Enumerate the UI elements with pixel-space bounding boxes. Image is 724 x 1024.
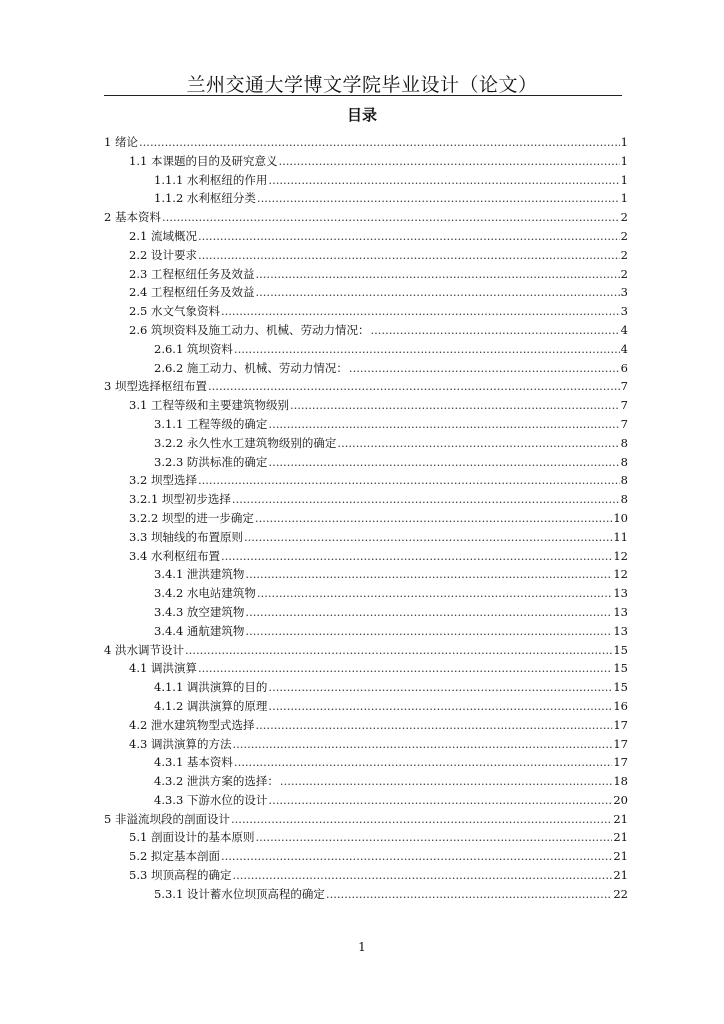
toc-entry-page: 7 — [620, 416, 628, 431]
toc-entry-page: 11 — [613, 529, 628, 544]
toc-entry[interactable] — [104, 472, 628, 491]
toc-entry-page: 1 — [620, 191, 628, 206]
toc-entry-page: 2 — [620, 247, 628, 262]
toc-entry[interactable] — [104, 679, 628, 698]
toc-entry[interactable] — [104, 190, 628, 209]
toc-entry-page: 8 — [620, 473, 628, 488]
toc-entry[interactable] — [104, 642, 628, 661]
toc-entry-page: 3 — [620, 304, 628, 319]
toc-entry[interactable] — [104, 491, 628, 510]
toc-leader-dots — [349, 361, 620, 375]
toc-entry-title: 1.1.2 水利枢纽分类 — [154, 191, 256, 206]
toc-leader-dots — [255, 830, 612, 844]
toc-entry-page: 15 — [613, 680, 628, 695]
toc-entry-title: 2.6.2 施工动力、机械、劳动力情况： — [154, 360, 348, 375]
toc-leader-dots — [234, 755, 612, 769]
document-header-title: 兰州交通大学博文学院毕业设计（论文） — [186, 74, 538, 96]
toc-entry-title: 2.6.1 筑坝资料 — [154, 341, 233, 356]
toc-entry[interactable] — [104, 209, 628, 228]
toc-leader-dots — [257, 191, 620, 205]
toc-entry-page: 4 — [620, 341, 628, 356]
toc-leader-dots — [268, 680, 612, 694]
toc-leader-dots — [268, 793, 612, 807]
toc-entry-title: 2 基本资料 — [104, 210, 161, 225]
toc-entry-title: 3.4.2 水电站建筑物 — [154, 586, 256, 601]
toc-entry-page: 1 — [620, 153, 628, 168]
toc-entry[interactable] — [104, 510, 628, 529]
header-rule — [104, 95, 622, 96]
toc-entry-page: 13 — [613, 623, 628, 638]
toc-entry-title: 4.1.2 调洪演算的原理 — [154, 698, 268, 713]
toc-entry-title: 5 非溢流坝段的剖面设计 — [104, 811, 230, 826]
toc-entry-title: 4.2 泄水建筑物型式选择 — [129, 717, 255, 732]
toc-entry-page: 15 — [613, 661, 628, 676]
toc-entry-title: 3 坝型选择枢纽布置 — [104, 379, 207, 394]
toc-leader-dots — [337, 436, 619, 450]
toc-entry-page: 1 — [620, 135, 628, 149]
toc-entry[interactable] — [104, 435, 628, 454]
toc-entry[interactable] — [104, 284, 628, 303]
toc-entry-page: 13 — [613, 604, 628, 619]
toc-leader-dots — [198, 229, 620, 243]
toc-leader-dots — [232, 737, 612, 751]
toc-entry-page: 17 — [613, 717, 628, 732]
toc-entry-title: 2.6 筑坝资料及施工动力、机械、劳动力情况： — [129, 322, 370, 337]
toc-entry-page: 21 — [613, 830, 628, 845]
toc-leader-dots — [162, 210, 620, 224]
toc-leader-dots — [278, 154, 619, 168]
toc-entry-title: 5.2 拟定基本剖面 — [129, 849, 220, 864]
toc-entry[interactable] — [104, 773, 628, 792]
toc-entry-title: 4.3.2 泄洪方案的选择： — [154, 774, 279, 789]
toc-leader-dots — [268, 699, 612, 713]
toc-entry-title: 3.4.3 放空建筑物 — [154, 604, 245, 619]
toc-entry[interactable] — [104, 360, 628, 379]
toc-entry[interactable] — [104, 566, 628, 585]
toc-entry-page: 2 — [620, 210, 628, 225]
toc-entry-page: 12 — [613, 567, 628, 582]
toc-leader-dots — [231, 812, 612, 826]
toc-entry-title: 1.1 本课题的目的及研究意义 — [129, 153, 278, 168]
toc-heading: 目录 — [346, 106, 377, 124]
toc-entry-page: 8 — [620, 435, 628, 450]
table-of-contents — [104, 134, 628, 905]
toc-leader-dots — [232, 868, 612, 882]
toc-leader-dots — [326, 887, 612, 901]
toc-leader-dots — [255, 511, 612, 525]
toc-entry[interactable] — [104, 303, 628, 322]
toc-entry-page: 16 — [613, 698, 628, 713]
toc-entry-title: 3.2.2 永久性水工建筑物级别的确定 — [154, 435, 337, 450]
toc-entry[interactable] — [104, 228, 628, 247]
toc-entry-page: 21 — [613, 811, 628, 826]
toc-leader-dots — [290, 398, 620, 412]
toc-leader-dots — [268, 173, 619, 187]
toc-entry-title: 2.2 设计要求 — [129, 247, 197, 262]
toc-entry-title: 4.1.1 调洪演算的目的 — [154, 680, 268, 695]
toc-entry[interactable] — [104, 886, 628, 905]
toc-entry-title: 3.4 水利枢纽布置 — [129, 548, 220, 563]
toc-leader-dots — [244, 530, 612, 544]
toc-entry[interactable] — [104, 322, 628, 341]
toc-entry-title: 3.1.1 工程等级的确定 — [154, 416, 268, 431]
toc-entry[interactable] — [104, 247, 628, 266]
toc-leader-dots — [198, 473, 620, 487]
toc-entry[interactable] — [104, 604, 628, 623]
toc-leader-dots — [234, 342, 620, 356]
toc-entry-page: 17 — [613, 736, 628, 751]
toc-entry-page: 3 — [620, 285, 628, 300]
toc-entry-page: 15 — [613, 642, 628, 657]
toc-entry-page: 4 — [620, 322, 628, 337]
toc-leader-dots — [257, 586, 612, 600]
toc-entry[interactable] — [104, 134, 628, 153]
toc-entry[interactable] — [104, 698, 628, 717]
toc-entry-page: 22 — [613, 886, 628, 901]
toc-entry[interactable] — [104, 623, 628, 642]
toc-entry-page: 18 — [613, 774, 628, 789]
toc-entry-page: 10 — [613, 510, 628, 525]
toc-entry[interactable] — [104, 811, 628, 830]
toc-leader-dots — [198, 248, 620, 262]
toc-entry[interactable] — [104, 848, 628, 867]
toc-entry[interactable] — [104, 378, 628, 397]
toc-entry-page: 2 — [620, 266, 628, 281]
toc-leader-dots — [185, 643, 612, 657]
toc-leader-dots — [255, 718, 612, 732]
toc-leader-dots — [221, 849, 612, 863]
toc-entry[interactable] — [104, 717, 628, 736]
toc-entry-page: 2 — [620, 228, 628, 243]
toc-leader-dots — [245, 624, 612, 638]
toc-entry-title: 3.2.3 防洪标准的确定 — [154, 454, 268, 469]
toc-leader-dots — [232, 492, 620, 506]
toc-entry[interactable] — [104, 172, 628, 191]
toc-leader-dots — [208, 379, 620, 393]
toc-entry-title: 4.3.3 下游水位的设计 — [154, 792, 268, 807]
toc-leader-dots — [255, 285, 619, 299]
toc-entry-page: 21 — [613, 868, 628, 883]
toc-entry-title: 5.1 剖面设计的基本原则 — [129, 830, 255, 845]
toc-entry[interactable] — [104, 341, 628, 360]
page-number: 1 — [358, 940, 366, 954]
toc-entry[interactable] — [104, 867, 628, 886]
toc-entry[interactable] — [104, 454, 628, 473]
toc-entry-title: 4.3 调洪演算的方法 — [129, 736, 232, 751]
toc-entry[interactable] — [104, 416, 628, 435]
toc-entry-title: 2.5 水文气象资料 — [129, 304, 220, 319]
toc-entry-page: 1 — [620, 172, 628, 187]
toc-entry[interactable] — [104, 548, 628, 567]
toc-entry-page: 7 — [620, 379, 628, 394]
toc-leader-dots — [280, 774, 612, 788]
toc-entry[interactable] — [104, 736, 628, 755]
toc-entry-page: 8 — [620, 454, 628, 469]
toc-entry-title: 4 洪水调节设计 — [104, 642, 184, 657]
toc-leader-dots — [255, 267, 619, 281]
toc-entry-title: 4.3.1 基本资料 — [154, 755, 233, 770]
toc-entry-page: 12 — [613, 548, 628, 563]
toc-entry-page: 21 — [613, 849, 628, 864]
toc-entry-title: 1.1.1 水利枢纽的作用 — [154, 172, 268, 187]
toc-entry-title: 1 绪论 — [104, 135, 138, 149]
toc-leader-dots — [268, 455, 619, 469]
toc-entry-title: 2.1 流域概况 — [129, 228, 197, 243]
toc-entry[interactable] — [104, 529, 628, 548]
toc-entry-page: 17 — [613, 755, 628, 770]
toc-entry[interactable] — [104, 585, 628, 604]
toc-entry[interactable] — [104, 829, 628, 848]
toc-leader-dots — [198, 661, 612, 675]
toc-entry-title: 3.4.4 通航建筑物 — [154, 623, 245, 638]
toc-entry[interactable] — [104, 153, 628, 172]
toc-entry-title: 3.3 坝轴线的布置原则 — [129, 529, 243, 544]
toc-entry-page: 6 — [620, 360, 628, 375]
toc-entry[interactable] — [104, 397, 628, 416]
toc-entry-title: 2.4 工程枢纽任务及效益 — [129, 285, 255, 300]
toc-entry[interactable] — [104, 660, 628, 679]
toc-leader-dots — [268, 417, 619, 431]
toc-entry[interactable] — [104, 754, 628, 773]
toc-entry-title: 3.2 坝型选择 — [129, 473, 197, 488]
toc-entry-page: 20 — [613, 792, 628, 807]
toc-leader-dots — [370, 323, 619, 337]
toc-entry-title: 3.4.1 泄洪建筑物 — [154, 567, 245, 582]
toc-entry-page: 13 — [613, 586, 628, 601]
toc-entry[interactable] — [104, 792, 628, 811]
toc-entry-title: 3.2.1 坝型初步选择 — [129, 492, 231, 507]
toc-entry-title: 4.1 调洪演算 — [129, 661, 197, 676]
toc-leader-dots — [245, 605, 612, 619]
toc-entry-title: 3.2.2 坝型的进一步确定 — [129, 510, 254, 525]
toc-entry-title: 5.3 坝顶高程的确定 — [129, 868, 232, 883]
toc-entry-page: 7 — [620, 398, 628, 413]
toc-entry-title: 2.3 工程枢纽任务及效益 — [129, 266, 255, 281]
toc-entry-title: 5.3.1 设计蓄水位坝顶高程的确定 — [154, 886, 325, 901]
toc-entry-title: 3.1 工程等级和主要建筑物级别 — [129, 398, 289, 413]
toc-leader-dots — [245, 567, 612, 581]
toc-entry[interactable] — [104, 266, 628, 285]
toc-leader-dots — [139, 135, 620, 149]
toc-leader-dots — [221, 549, 612, 563]
toc-leader-dots — [221, 304, 620, 318]
toc-entry-page: 8 — [620, 492, 628, 507]
